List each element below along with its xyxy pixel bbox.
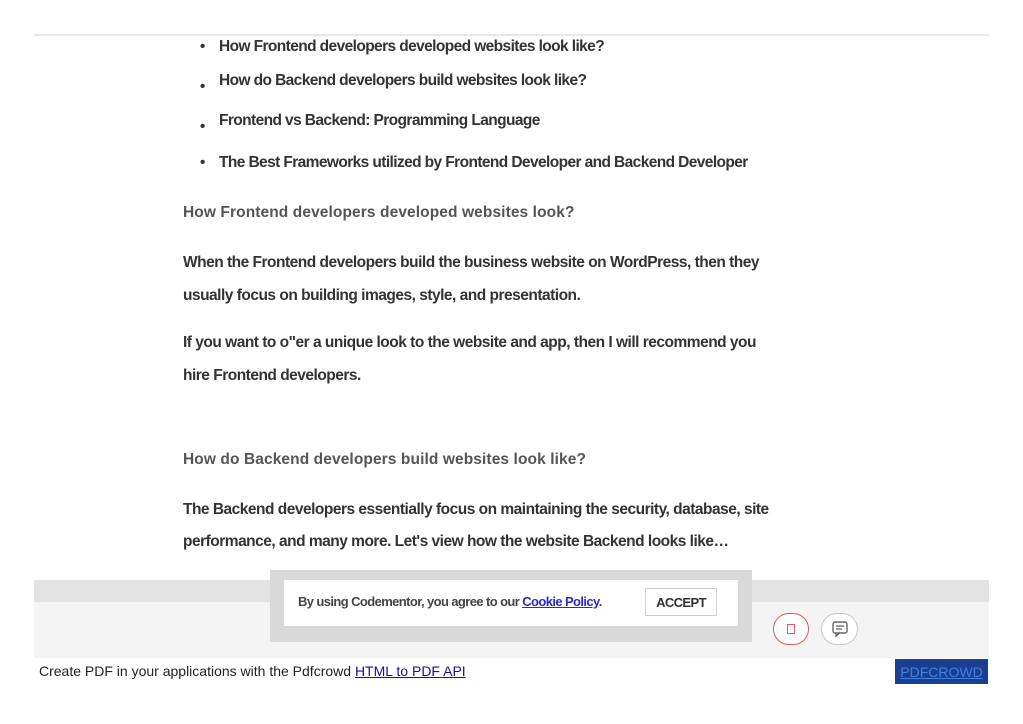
cookie-banner-text <box>298 594 602 609</box>
paragraph-line: performance, and many more. Let's view how the website Backend looks like… <box>183 533 729 550</box>
toc-item-label[interactable]: How do Backend developers build websites look like? <box>219 72 587 89</box>
toc-item-label[interactable]: The Best Frameworks utilized by Frontend Developer and Backend Developer <box>219 154 748 171</box>
pdf-footer <box>0 658 1023 684</box>
bullet-icon: • <box>200 38 205 55</box>
toc-item-label[interactable]: Frontend vs Backend: Programming Language <box>219 112 540 129</box>
paragraph-line: If you want to o"er a unique look to the website and app, then I will recommend you <box>183 334 756 351</box>
section-heading-backend: How do Backend developers build websites look like? <box>183 451 587 468</box>
bullet-icon: • <box>200 118 205 135</box>
bullet-icon: • <box>200 154 205 171</box>
footer-text <box>39 663 466 679</box>
section-heading-frontend: How Frontend developers developed websites look? <box>183 204 575 221</box>
cookie-message: By using Codementor, you agree to our <box>298 594 523 609</box>
cookie-message-end: . <box>598 594 602 609</box>
toc-item-label[interactable]: How Frontend developers developed websites look like? <box>219 38 605 55</box>
paragraph-line: The Backend developers essentially focus on maintaining the security, database, site <box>183 501 769 518</box>
paragraph-line: usually focus on building images, style, and presentation. <box>183 287 581 304</box>
footer-message: Create PDF in your applications with the Pdfcrowd <box>39 663 355 679</box>
cookie-policy-link[interactable]: Cookie Policy <box>522 594 599 609</box>
pdfcrowd-badge-link[interactable]: PDFCROWD <box>895 659 988 684</box>
chat-icon <box>831 620 849 638</box>
html-to-pdf-api-link[interactable]: HTML to PDF API <box>354 663 466 679</box>
top-divider <box>34 34 989 36</box>
bullet-icon: • <box>200 78 205 95</box>
paragraph-line: hire Frontend developers. <box>183 367 361 384</box>
help-icon <box>787 624 795 634</box>
chat-button[interactable] <box>821 613 858 645</box>
accept-cookies-button[interactable]: ACCEPT <box>645 588 717 616</box>
paragraph-line: When the Frontend developers build the business website on WordPress, then they <box>183 254 759 271</box>
help-button[interactable] <box>773 613 809 645</box>
